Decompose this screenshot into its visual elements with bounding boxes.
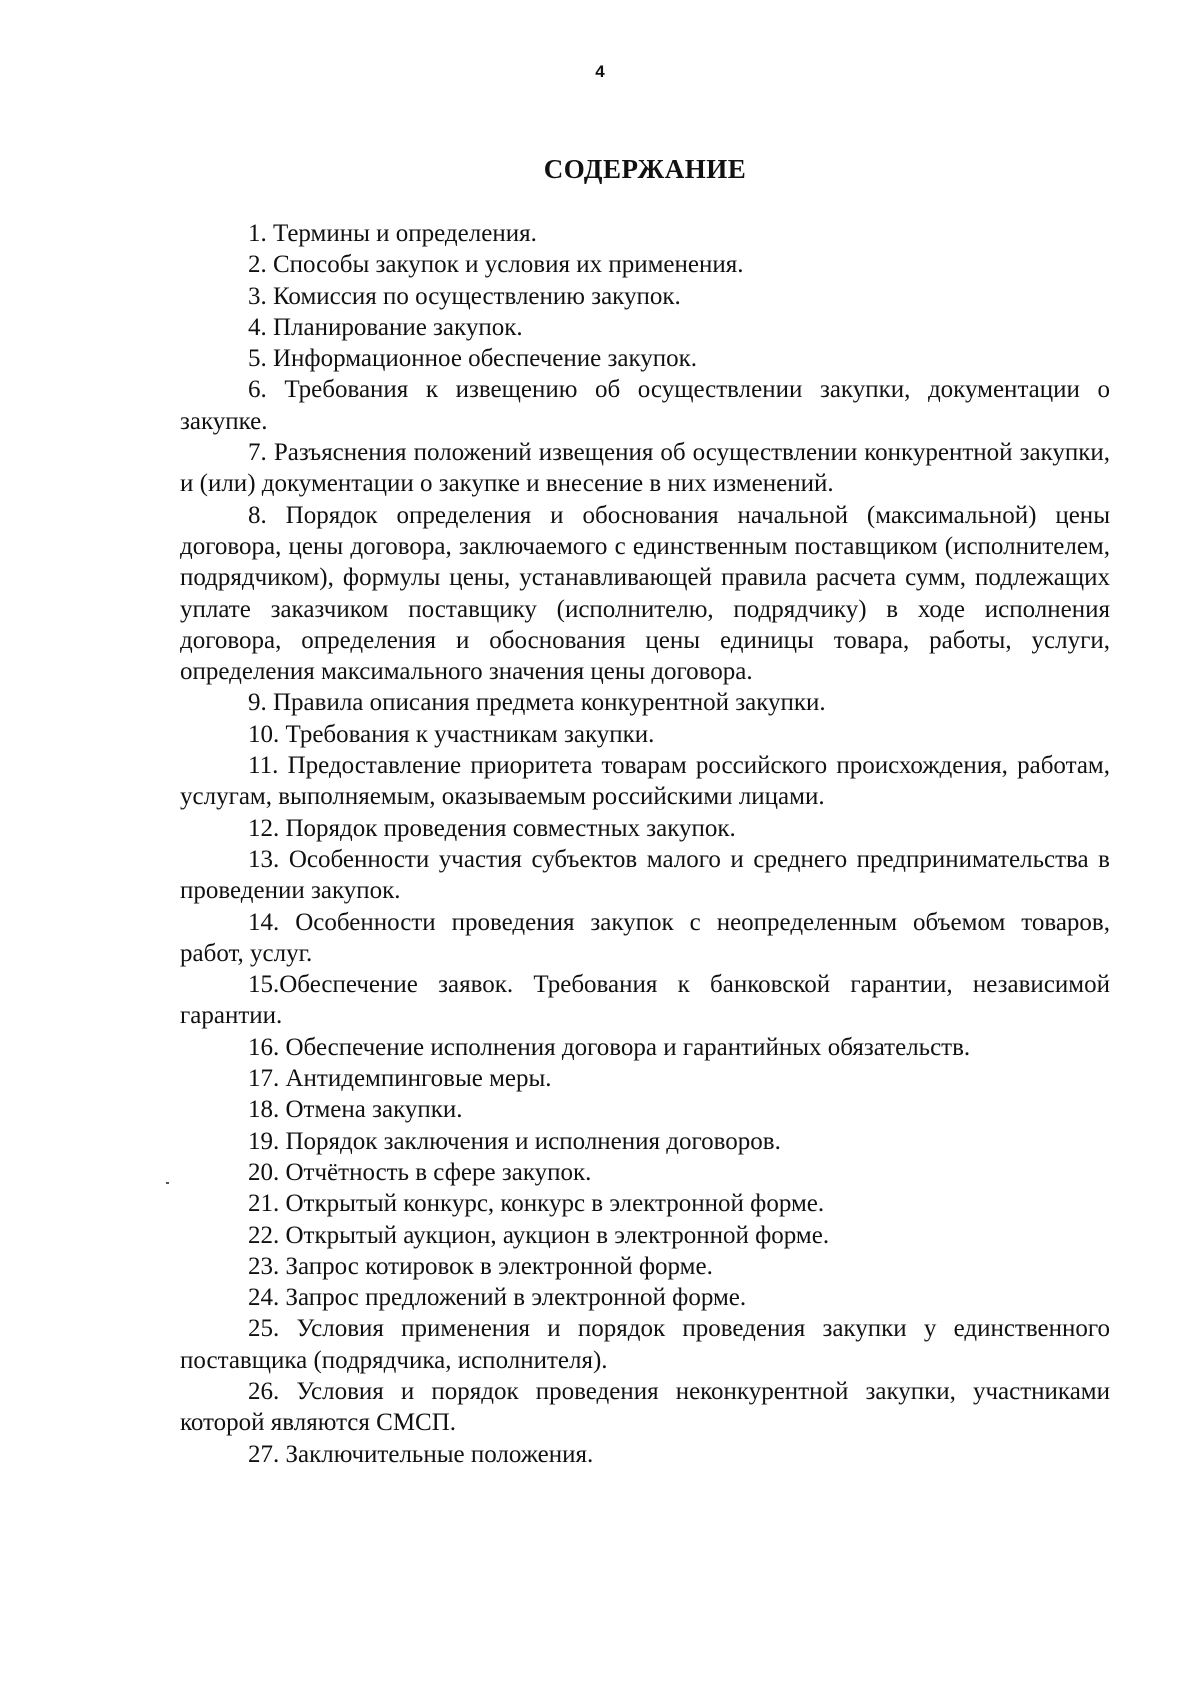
page-number: 4	[595, 62, 605, 81]
toc-item-13: 13. Особенности участия субъектов малого и среднего предпринимательства в проведении закупок.	[180, 845, 1110, 905]
toc-item-18: 18. Отмена закупки.	[248, 1096, 463, 1124]
toc-item-17: 17. Антидемпинговые меры.	[248, 1065, 552, 1093]
toc-item-1: 1. Термины и определения.	[248, 220, 537, 247]
toc-item-12: 12. Порядок проведения совместных закупок.	[248, 814, 736, 842]
toc-item-22: 22. Открытый аукцион, аукцион в электронной форме.	[248, 1221, 830, 1249]
toc-item-27: 27. Заключительные положения.	[248, 1440, 594, 1468]
toc-item-2: 2. Способы закупок и условия их применения.	[248, 251, 744, 279]
toc-item-26: 26. Условия и порядок проведения неконкурентной закупки, участниками которой являются СМСП.	[180, 1377, 1110, 1437]
table-of-contents	[180, 218, 1110, 1470]
toc-item-6: 6. Требования к извещению об осуществлении закупки, документации о закупке.	[180, 376, 1110, 435]
toc-item-11: 11. Предоставление приоритета товарам российского происхождения, работам, услугам, выполняемым, оказываемым российскими лицами.	[180, 752, 1110, 811]
toc-item-10: 10. Требования к участникам закупки.	[248, 720, 655, 748]
toc-item-7: 7. Разъяснения положений извещения об осуществлении конкурентной закупки, и (или) документации о закупке и внесение в них изменений.	[180, 439, 1110, 498]
toc-item-14: 14. Особенности проведения закупок с неопределенным объемом товаров, работ, услуг.	[180, 908, 1110, 967]
toc-item-16: 16. Обеспечение исполнения договора и гарантийных обязательств.	[248, 1033, 971, 1061]
toc-item-3: 3. Комиссия по осуществлению закупок.	[248, 282, 681, 310]
toc-item-15: 15.Обеспечение заявок. Требования к банковской гарантии, независимой гарантии.	[180, 971, 1110, 1030]
toc-item-20: 20. Отчётность в сфере закупок.	[248, 1158, 592, 1186]
toc-item-23: 23. Запрос котировок в электронной форме.	[248, 1252, 713, 1280]
scan-artifact	[166, 1182, 169, 1184]
toc-item-8: 8. Порядок определения и обоснования начальной (максимальной) цены договора, цены договора, заключаемого с единственным поставщиком (исполнителем, подрядчиком), формулы цены, устанавливающей правила расчета сумм, подлежащих уплате заказчиком поставщику (исполнителю, подрядчику) в ходе исполнения договора, определения и обоснования цены единицы товара, работы, услуги, определения максимального значения цены договора.	[180, 501, 1110, 686]
toc-item-21: 21. Открытый конкурс, конкурс в электронной форме.	[248, 1190, 825, 1218]
toc-item-9: 9. Правила описания предмета конкурентной закупки.	[248, 689, 826, 717]
toc-item-25: 25. Условия применения и порядок проведения закупки у единственного поставщика (подрядчика, исполнителя).	[180, 1315, 1110, 1374]
toc-item-4: 4. Планирование закупок.	[248, 313, 523, 341]
page-title: СОДЕРЖАНИЕ	[543, 154, 747, 184]
toc-item-24: 24. Запрос предложений в электронной форме.	[248, 1284, 747, 1312]
toc-item-5: 5. Информационное обеспечение закупок.	[248, 345, 698, 373]
toc-item-19: 19. Порядок заключения и исполнения договоров.	[248, 1127, 781, 1155]
